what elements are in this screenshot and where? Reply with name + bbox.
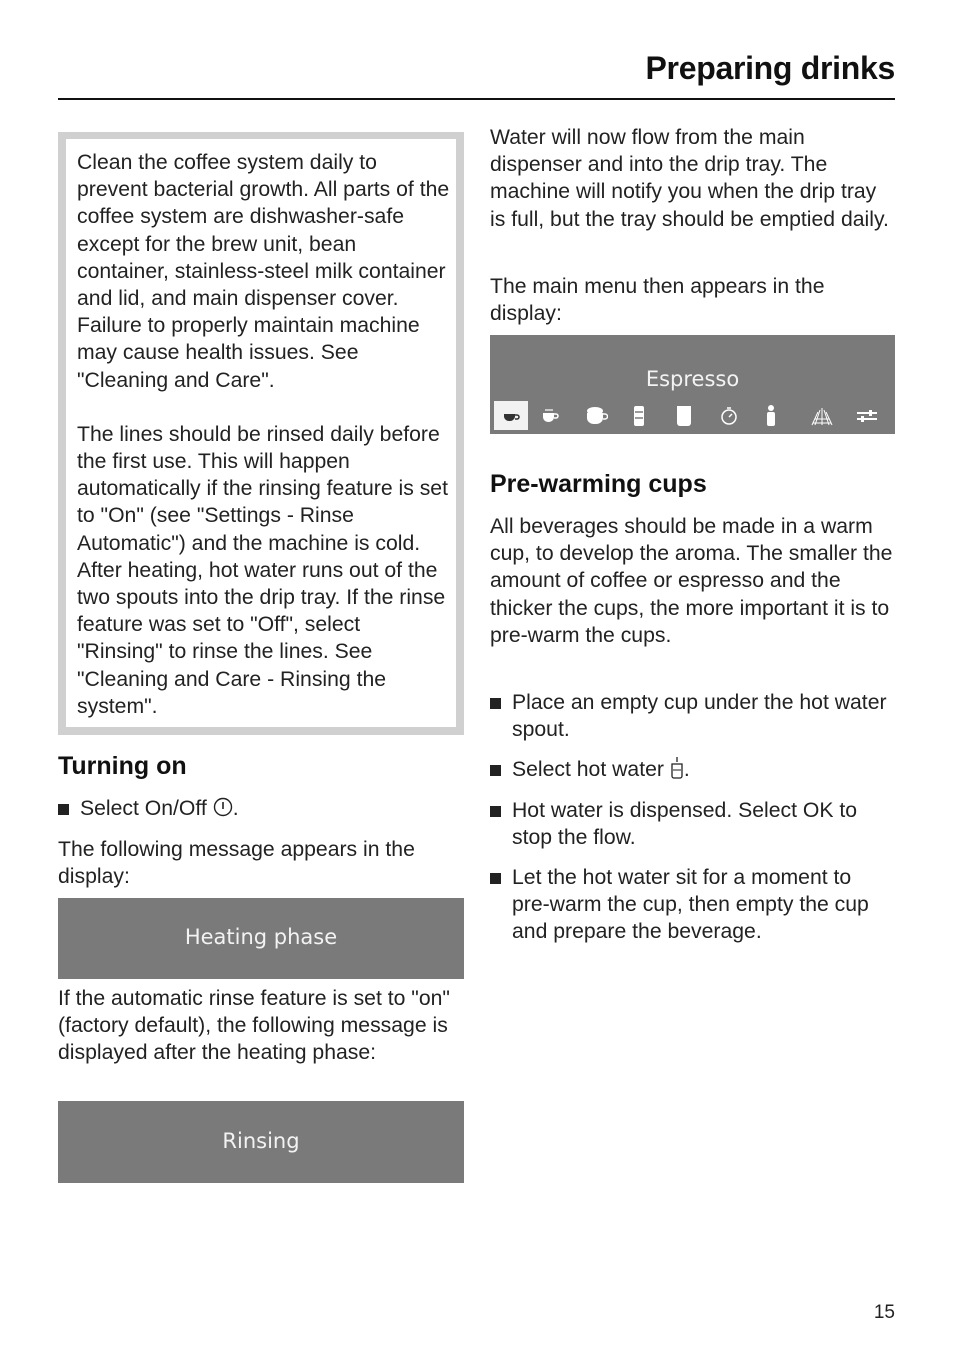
cappuccino-icon xyxy=(579,401,613,430)
main-menu-display-title: Espresso xyxy=(645,367,740,391)
right-text-1: Water will now flow from the main dispenser and into the drip tray. The machine will notify you when the drip tray is full, but the tray should be emptied daily. xyxy=(490,126,889,231)
page-number: 15 xyxy=(873,1302,895,1323)
rinsing-display xyxy=(58,1101,464,1183)
prewarming-intro: All beverages should be made in a warm cup, to develop the aroma. The smaller the amount of coffee or espresso and the thicker the cups, the more important it is to pre-warm the cups. xyxy=(490,515,893,647)
prewarming-bullet-2 xyxy=(490,756,895,784)
prewarming-bullet-4 xyxy=(490,864,895,948)
warning-box xyxy=(58,132,464,735)
turning-on-bullet xyxy=(58,795,464,823)
timer-icon xyxy=(712,401,746,430)
turning-on-bullet-label: Select On/Off xyxy=(80,797,213,820)
bullet-square xyxy=(490,698,501,709)
coffee-cup-icon xyxy=(533,401,567,430)
turning-on-bullet-text xyxy=(80,795,239,822)
warning-paragraph-2: The lines should be rinsed daily before the first use. This will happen automatically if the rinsing feature is set to "On" (see "Settings - Rinse Automatic") and the machine is cold. After heating, hot water runs out of the two spouts into the drip tray. If the rinse feature was set to "Off", select "Rinsing" to rinse the lines. See "Cleaning and Care - Rinsing the system". xyxy=(77,422,448,718)
turning-on-text-2: If the automatic rinse feature is set to "on" (factory default), the following message is displayed after the heating phase: xyxy=(58,987,450,1065)
hot-water-icon xyxy=(805,401,839,430)
prewarming-bullet-1-text: Place an empty cup under the hot water spout. xyxy=(512,691,887,742)
warning-box-inner xyxy=(66,139,456,727)
rinsing-display-text: Rinsing xyxy=(222,1129,300,1153)
turning-on-heading: Turning on xyxy=(58,752,187,780)
power-icon xyxy=(213,797,233,817)
prewarming-bullet-4-text: Let the hot water sit for a moment to pre-warm the cup, then empty the cup and prepare the beverage. xyxy=(512,866,869,944)
turning-on-bullet-end: . xyxy=(232,797,239,820)
prewarming-bullet-3-text: Hot water is dispensed. Select OK to stop the flow. xyxy=(512,799,858,850)
right-text-2: The main menu then appears in the display: xyxy=(490,275,825,326)
prewarming-bullet-2-end: . xyxy=(683,758,690,781)
heating-phase-display xyxy=(58,898,464,979)
espresso-cup-icon xyxy=(494,401,528,430)
hot-water-glass-icon xyxy=(670,756,684,780)
prewarming-bullet-1 xyxy=(490,689,895,745)
bullet-square xyxy=(58,804,69,815)
prewarming-bullet-2-text xyxy=(512,756,690,783)
warning-paragraph-1: Clean the coffee system daily to prevent bacterial growth. All parts of the coffee system are dishwasher-safe except for the brew unit, bean container, stainless-steel milk container and lid, and main dispenser cover. Failure to properly maintain machine may cause health issues. See "Cleaning and Care". xyxy=(77,151,450,392)
milk-glass-icon xyxy=(667,401,701,430)
turning-on-text-1: The following message appears in the display: xyxy=(58,838,415,889)
prewarming-heading: Pre-warming cups xyxy=(490,470,707,498)
bullet-square xyxy=(490,806,501,817)
main-menu-display xyxy=(490,335,895,397)
heating-phase-display-text: Heating phase xyxy=(184,925,338,949)
bullet-square xyxy=(490,765,501,776)
prewarming-bullet-2-label: Select hot water xyxy=(512,758,670,781)
main-menu-icon-bar xyxy=(490,397,895,434)
header-rule xyxy=(58,98,895,100)
latte-glass-icon xyxy=(622,401,656,430)
person-icon xyxy=(754,401,788,430)
settings-sliders-icon xyxy=(850,401,884,430)
bullet-square xyxy=(490,873,501,884)
page-title: Preparing drinks xyxy=(645,50,895,86)
prewarming-bullet-3 xyxy=(490,797,895,853)
